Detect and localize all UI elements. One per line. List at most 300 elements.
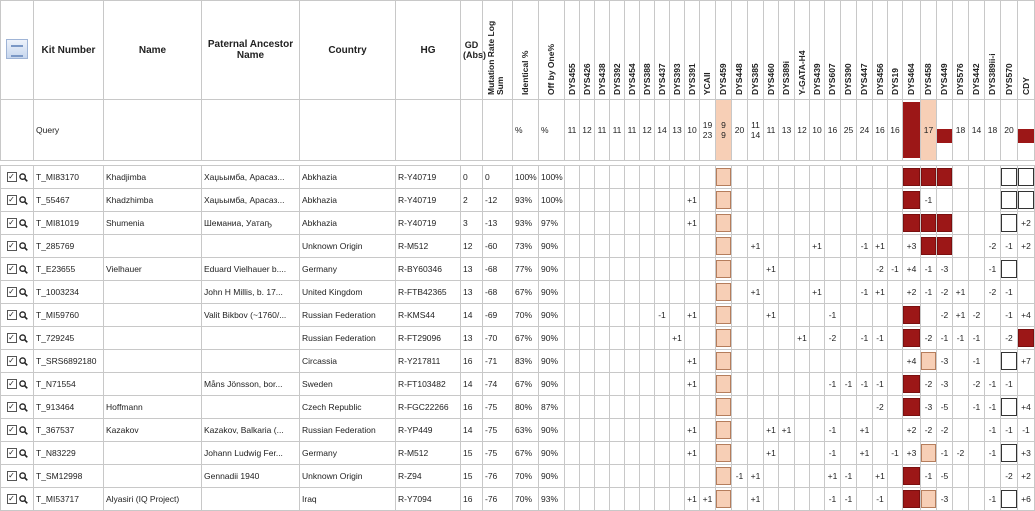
marker-cell: +1 <box>953 281 969 304</box>
marker-cell: +2 <box>1018 235 1035 258</box>
query-marker-value: 16 <box>827 125 838 135</box>
marker-header[interactable]: DYS442 <box>969 1 985 100</box>
marker-header[interactable]: YCAII <box>700 1 716 100</box>
row-checkbox[interactable]: ✓ <box>8 195 15 205</box>
marker-cell <box>625 235 640 258</box>
marker-cell: +1 <box>685 304 700 327</box>
marker-cell: -1 <box>841 465 857 488</box>
search-icon[interactable] <box>19 265 28 274</box>
marker-cell <box>565 166 580 189</box>
marker-cell <box>670 281 685 304</box>
marker-cell <box>640 304 655 327</box>
marker-cell <box>655 166 670 189</box>
marker-cell <box>953 350 969 373</box>
marker-cell <box>985 350 1001 373</box>
marker-header[interactable]: DYS19 <box>888 1 903 100</box>
cell-name <box>104 442 202 465</box>
search-icon[interactable] <box>19 380 28 389</box>
marker-cell <box>640 189 655 212</box>
cell-kit-number: T_N83229 <box>34 442 104 465</box>
marker-cell: -1 <box>1001 304 1018 327</box>
row-checkbox[interactable]: ✓ <box>8 379 15 389</box>
marker-cell <box>655 327 670 350</box>
cell-name <box>104 373 202 396</box>
marker-header[interactable]: DYS458 <box>921 1 937 100</box>
cell-kit-number: T_367537 <box>34 419 104 442</box>
cell-country: Russian Federation <box>300 419 396 442</box>
cell-country: Russian Federation <box>300 304 396 327</box>
row-checkbox[interactable]: ✓ <box>8 356 15 366</box>
marker-cell <box>748 212 764 235</box>
marker-cell <box>685 258 700 281</box>
cell-off-by-one: 90% <box>539 442 565 465</box>
row-checkbox[interactable]: ✓ <box>8 172 15 182</box>
marker-cell <box>640 442 655 465</box>
marker-cell: -1 <box>969 350 985 373</box>
header-paternal-ancestor[interactable]: Paternal Ancestor Name <box>202 1 300 100</box>
marker-cell <box>670 189 685 212</box>
search-icon[interactable] <box>19 426 28 435</box>
marker-cell: -1 <box>841 488 857 511</box>
row-checkbox[interactable]: ✓ <box>8 218 15 228</box>
marker-cell <box>640 419 655 442</box>
marker-header[interactable]: DYS437 <box>655 1 670 100</box>
marker-cell: +1 <box>810 235 825 258</box>
marker-cell <box>700 189 716 212</box>
marker-cell <box>685 166 700 189</box>
marker-cell: +3 <box>903 235 921 258</box>
header-kit-number[interactable]: Kit Number <box>34 1 104 100</box>
marker-header[interactable]: DYS389ii-i <box>985 1 1001 100</box>
header-name[interactable]: Name <box>104 1 202 100</box>
table-row[interactable] <box>1 396 1035 419</box>
marker-cell: +1 <box>748 281 764 304</box>
marker-cell: -1 <box>873 373 888 396</box>
marker-cell <box>857 189 873 212</box>
marker-header[interactable]: DYS454 <box>625 1 640 100</box>
marker-cell <box>565 396 580 419</box>
marker-cell: +1 <box>857 442 873 465</box>
search-icon[interactable] <box>19 311 28 320</box>
marker-cell: +1 <box>685 373 700 396</box>
marker-header[interactable]: DYS439 <box>810 1 825 100</box>
search-icon[interactable] <box>19 357 28 366</box>
marker-fill <box>716 398 731 416</box>
marker-header[interactable]: DYS455 <box>565 1 580 100</box>
search-icon[interactable] <box>19 495 28 504</box>
query-marker-value: 14 <box>971 125 982 135</box>
marker-cell <box>857 212 873 235</box>
marker-cell: -1 <box>937 327 953 350</box>
search-icon[interactable] <box>19 472 28 481</box>
row-checkbox[interactable]: ✓ <box>8 333 15 343</box>
row-checkbox[interactable]: ✓ <box>8 448 15 458</box>
marker-fill <box>1001 444 1017 462</box>
header-identical-percent[interactable]: Identical % <box>513 1 539 100</box>
cell-genetic-distance: 15 <box>461 442 483 465</box>
marker-header[interactable]: Y-GATA-H4 <box>795 1 810 100</box>
marker-cell <box>732 396 748 419</box>
marker-cell <box>888 419 903 442</box>
cell-identical-percent: 70% <box>513 488 539 511</box>
table-row[interactable] <box>1 166 1035 189</box>
table-row[interactable] <box>1 304 1035 327</box>
marker-cell <box>953 235 969 258</box>
marker-cell <box>655 350 670 373</box>
cell-identical-percent: 67% <box>513 373 539 396</box>
marker-cell <box>969 235 985 258</box>
marker-header[interactable]: DYS390 <box>841 1 857 100</box>
marker-header[interactable]: DYS389i <box>779 1 795 100</box>
marker-cell <box>748 350 764 373</box>
marker-cell: +1 <box>685 419 700 442</box>
marker-cell <box>985 327 1001 350</box>
marker-cell <box>748 189 764 212</box>
query-fill <box>903 102 920 158</box>
marker-cell <box>748 396 764 419</box>
query-marker-value: 13 <box>781 125 792 135</box>
marker-cell <box>888 189 903 212</box>
marker-cell: -1 <box>985 442 1001 465</box>
cell-haplogroup: R-Y217811 <box>396 350 461 373</box>
cell-name <box>104 281 202 304</box>
marker-cell-dark <box>903 465 921 488</box>
cell-kit-number: T_285769 <box>34 235 104 258</box>
marker-cell <box>610 396 625 419</box>
marker-header[interactable]: DYS449 <box>937 1 953 100</box>
marker-cell: +1 <box>685 212 700 235</box>
marker-cell <box>610 189 625 212</box>
query-marker-cell <box>732 100 748 161</box>
marker-fill <box>1018 191 1034 209</box>
marker-cell <box>580 304 595 327</box>
marker-cell: -1 <box>825 488 841 511</box>
marker-cell: +1 <box>685 189 700 212</box>
marker-header[interactable]: DYS459 <box>716 1 732 100</box>
query-marker-cell <box>937 100 953 161</box>
marker-header[interactable]: DYS570 <box>1001 1 1018 100</box>
search-icon[interactable] <box>19 403 28 412</box>
cell-kit-number: T_MI59760 <box>34 304 104 327</box>
query-marker-cell <box>1018 100 1035 161</box>
marker-cell <box>779 281 795 304</box>
marker-cell <box>795 189 810 212</box>
cell-name <box>104 465 202 488</box>
marker-cell <box>779 350 795 373</box>
marker-cell <box>700 212 716 235</box>
marker-header[interactable]: DYS392 <box>610 1 625 100</box>
marker-cell <box>779 373 795 396</box>
query-marker-value: 10 <box>812 125 822 135</box>
marker-cell <box>888 327 903 350</box>
marker-cell <box>565 350 580 373</box>
marker-cell <box>670 304 685 327</box>
table-row[interactable] <box>1 373 1035 396</box>
marker-cell <box>565 235 580 258</box>
table-row[interactable] <box>1 350 1035 373</box>
cell-kit-number: T_MI81019 <box>34 212 104 235</box>
marker-cell: -1 <box>1001 419 1018 442</box>
marker-cell <box>779 327 795 350</box>
marker-cell <box>565 465 580 488</box>
marker-cell <box>655 465 670 488</box>
marker-cell: -1 <box>655 304 670 327</box>
marker-cell <box>795 304 810 327</box>
marker-header[interactable]: DYS385 <box>748 1 764 100</box>
row-checkbox[interactable]: ✓ <box>8 402 15 412</box>
marker-cell: -1 <box>985 419 1001 442</box>
cell-kit-number: T_729245 <box>34 327 104 350</box>
query-marker-value: 11 <box>567 125 577 135</box>
marker-cell <box>625 488 640 511</box>
cell-mutation-rate: -71 <box>483 350 513 373</box>
header-haplogroup[interactable]: HG <box>396 1 461 100</box>
query-marker-cell <box>903 100 921 161</box>
marker-cell <box>969 419 985 442</box>
marker-cell: -2 <box>969 373 985 396</box>
row-checkbox[interactable]: ✓ <box>8 494 15 504</box>
cell-paternal-ancestor <box>202 350 300 373</box>
marker-cell <box>1018 373 1035 396</box>
row-checkbox[interactable]: ✓ <box>8 241 15 251</box>
marker-fill <box>903 214 920 232</box>
search-icon[interactable] <box>19 242 28 251</box>
cell-genetic-distance: 16 <box>461 350 483 373</box>
marker-header[interactable]: DYS391 <box>685 1 700 100</box>
marker-header[interactable]: DYS464 <box>903 1 921 100</box>
row-checkbox[interactable]: ✓ <box>8 264 15 274</box>
marker-header[interactable]: DYS426 <box>580 1 595 100</box>
cell-country: Russian Federation <box>300 327 396 350</box>
table-row[interactable] <box>1 258 1035 281</box>
marker-fill <box>937 168 952 186</box>
marker-cell: -3 <box>937 350 953 373</box>
cell-genetic-distance: 3 <box>461 212 483 235</box>
marker-cell <box>685 396 700 419</box>
header-genetic-distance[interactable]: GD (Abs) <box>461 1 483 100</box>
marker-cell <box>732 166 748 189</box>
query-marker-cell <box>795 100 810 161</box>
marker-cell <box>1018 258 1035 281</box>
query-marker-value: 19 23 <box>702 120 713 140</box>
row-checkbox[interactable]: ✓ <box>8 287 15 297</box>
marker-cell <box>670 235 685 258</box>
marker-cell <box>580 373 595 396</box>
query-marker-value: 18 <box>987 125 998 135</box>
marker-cell <box>825 350 841 373</box>
marker-cell <box>595 396 610 419</box>
marker-cell <box>610 373 625 396</box>
marker-cell <box>764 235 779 258</box>
marker-header[interactable]: DYS393 <box>670 1 685 100</box>
marker-cell <box>610 327 625 350</box>
marker-cell: -1 <box>985 488 1001 511</box>
header-country[interactable]: Country <box>300 1 396 100</box>
marker-cell <box>565 373 580 396</box>
marker-cell <box>779 396 795 419</box>
marker-cell <box>779 189 795 212</box>
cell-country: Abkhazia <box>300 189 396 212</box>
marker-cell <box>888 396 903 419</box>
marker-cell <box>857 304 873 327</box>
marker-cell <box>953 419 969 442</box>
marker-header[interactable]: DYS388 <box>640 1 655 100</box>
search-icon[interactable] <box>19 288 28 297</box>
marker-cell <box>625 212 640 235</box>
cell-mutation-rate: -75 <box>483 396 513 419</box>
table-row[interactable] <box>1 442 1035 465</box>
marker-header[interactable]: DYS438 <box>595 1 610 100</box>
query-marker-value: 12 <box>797 125 807 135</box>
table-row[interactable] <box>1 189 1035 212</box>
table-row[interactable] <box>1 488 1035 511</box>
marker-cell-dark <box>903 304 921 327</box>
row-tools <box>1 212 34 235</box>
marker-cell <box>700 350 716 373</box>
marker-cell <box>640 350 655 373</box>
marker-cell-light <box>716 442 732 465</box>
marker-cell <box>670 442 685 465</box>
search-icon[interactable] <box>19 219 28 228</box>
marker-cell <box>685 327 700 350</box>
cell-paternal-ancestor <box>202 488 300 511</box>
cell-genetic-distance: 14 <box>461 373 483 396</box>
marker-fill <box>903 490 920 508</box>
marker-cell-empty <box>1018 166 1035 189</box>
marker-header[interactable]: DYS447 <box>857 1 873 100</box>
table-row[interactable] <box>1 465 1035 488</box>
marker-header[interactable]: DYS576 <box>953 1 969 100</box>
cell-genetic-distance: 16 <box>461 396 483 419</box>
marker-header[interactable]: DYS448 <box>732 1 748 100</box>
search-icon[interactable] <box>19 173 28 182</box>
query-fill <box>1018 129 1034 143</box>
marker-cell <box>610 350 625 373</box>
marker-cell <box>732 419 748 442</box>
cell-country: Iraq <box>300 488 396 511</box>
marker-cell-dark <box>921 166 937 189</box>
marker-cell <box>888 166 903 189</box>
marker-fill <box>716 260 731 278</box>
query-marker-cell <box>921 100 937 161</box>
marker-cell-empty <box>1001 212 1018 235</box>
marker-cell-empty <box>1001 396 1018 419</box>
marker-fill <box>716 329 731 347</box>
row-checkbox[interactable]: ✓ <box>8 471 15 481</box>
marker-cell <box>764 488 779 511</box>
marker-header[interactable]: DYS607 <box>825 1 841 100</box>
row-tools <box>1 350 34 373</box>
marker-cell <box>857 465 873 488</box>
marker-fill <box>716 352 731 370</box>
cell-genetic-distance: 14 <box>461 419 483 442</box>
marker-cell <box>610 419 625 442</box>
marker-header[interactable]: DYS456 <box>873 1 888 100</box>
cell-off-by-one: 97% <box>539 212 565 235</box>
marker-cell: +3 <box>903 442 921 465</box>
marker-cell <box>841 419 857 442</box>
marker-cell: +1 <box>873 281 888 304</box>
marker-cell <box>969 488 985 511</box>
cell-haplogroup: R-Y7094 <box>396 488 461 511</box>
marker-cell <box>841 212 857 235</box>
marker-cell: +2 <box>1018 465 1035 488</box>
marker-cell <box>595 166 610 189</box>
marker-fill <box>921 444 936 462</box>
cell-country: Unknown Origin <box>300 465 396 488</box>
row-checkbox[interactable]: ✓ <box>8 425 15 435</box>
marker-cell-dark <box>903 189 921 212</box>
marker-fill <box>903 329 920 347</box>
marker-cell <box>888 465 903 488</box>
marker-cell: -1 <box>921 189 937 212</box>
cell-mutation-rate: -68 <box>483 281 513 304</box>
cell-name: Alyasiri (IQ Project) <box>104 488 202 511</box>
marker-cell-light <box>716 189 732 212</box>
header-mutation-rate[interactable]: Mutation Rate Log Sum <box>483 1 513 100</box>
marker-cell <box>825 235 841 258</box>
header-off-by-one[interactable]: Off by One% <box>539 1 565 100</box>
marker-cell: -2 <box>1001 465 1018 488</box>
marker-cell: -1 <box>921 258 937 281</box>
marker-cell <box>764 373 779 396</box>
marker-cell: -1 <box>857 281 873 304</box>
marker-cell <box>732 350 748 373</box>
marker-cell <box>625 396 640 419</box>
cell-paternal-ancestor: Eduard Vielhauer b.... <box>202 258 300 281</box>
marker-cell <box>565 258 580 281</box>
query-marker-value: 24 <box>859 125 870 135</box>
row-tools <box>1 488 34 511</box>
marker-cell <box>595 373 610 396</box>
search-icon[interactable] <box>19 334 28 343</box>
marker-cell <box>779 465 795 488</box>
cell-mutation-rate: -68 <box>483 258 513 281</box>
marker-cell: +6 <box>1018 488 1035 511</box>
marker-cell <box>595 304 610 327</box>
marker-cell-light <box>716 373 732 396</box>
table-row[interactable] <box>1 281 1035 304</box>
table-row[interactable] <box>1 235 1035 258</box>
cell-name <box>104 304 202 327</box>
marker-cell <box>670 396 685 419</box>
query-marker-value: 16 <box>875 125 885 135</box>
marker-cell <box>841 258 857 281</box>
marker-cell <box>640 488 655 511</box>
marker-cell <box>748 442 764 465</box>
marker-header[interactable]: DYS460 <box>764 1 779 100</box>
search-icon[interactable] <box>19 196 28 205</box>
search-icon[interactable] <box>19 449 28 458</box>
marker-cell <box>748 373 764 396</box>
row-checkbox[interactable]: ✓ <box>8 310 15 320</box>
table-row[interactable] <box>1 212 1035 235</box>
table-row[interactable] <box>1 419 1035 442</box>
marker-cell <box>779 166 795 189</box>
marker-cell <box>655 442 670 465</box>
table-row[interactable] <box>1 327 1035 350</box>
marker-cell <box>595 350 610 373</box>
marker-cell <box>655 488 670 511</box>
marker-cell <box>640 373 655 396</box>
query-marker-value: 13 <box>672 125 682 135</box>
marker-cell <box>565 212 580 235</box>
marker-cell <box>841 442 857 465</box>
marker-cell: +1 <box>764 419 779 442</box>
marker-cell <box>779 235 795 258</box>
marker-header[interactable]: CDY <box>1018 1 1035 100</box>
marker-cell-empty <box>1001 258 1018 281</box>
